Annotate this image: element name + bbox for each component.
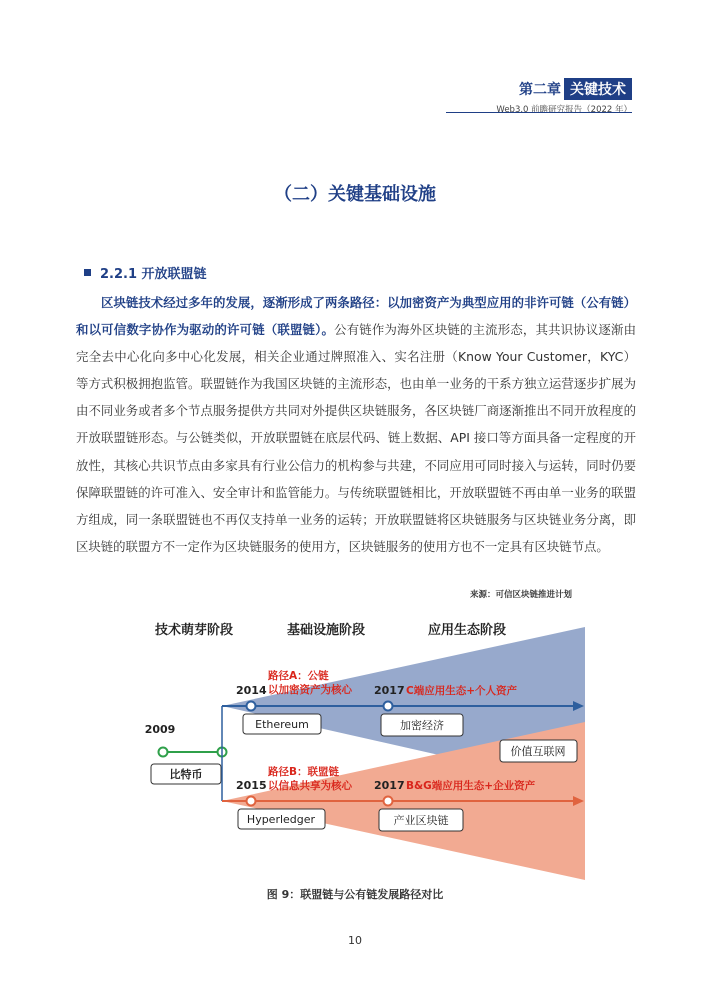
path-b-node-2 [384,797,393,806]
path-b-year-2: 2017 [374,779,405,792]
path-a-title: 路径A：公链 [268,670,329,682]
path-a-node-1 [247,702,256,711]
path-a-node-2 [384,702,393,711]
path-b-title: 路径B：联盟链 [268,766,340,778]
page-number: 10 [348,934,362,947]
report-title: Web3.0 前瞻研究报告（2022 年） [496,105,632,115]
subsection-number: 2.2.1 [100,267,138,282]
path-a-year-2: 2017 [374,684,405,697]
stage-label-3: 应用生态阶段 [427,623,507,638]
figure-source: 来源：可信区块链推进计划 [470,590,573,600]
path-b-box-1-label: Hyperledger [246,813,316,826]
chapter-label: 第二章 [519,82,561,98]
paragraph-lead: 区块链技术经过多年的发展，逐渐形成了两条路径：以加密资产为典型应用的非许可链（公有链）和以可信数字协作为驱动的许可链（联盟链）。 [76,295,636,338]
path-b-box-2-label: 产业区块链 [393,814,449,827]
convergence-label: 价值互联网 [510,745,566,758]
path-b-year-1: 2015 [236,779,267,792]
origin-year: 2009 [144,723,176,736]
chapter-badge: 关键技术 [564,78,632,100]
origin-label: 比特币 [169,768,203,781]
stage-label-1: 技术萌芽阶段 [154,623,234,638]
path-a-box-2-label: 加密经济 [400,719,444,732]
section-title: （二）关键基础设施 [274,184,436,205]
origin-node-start [159,748,168,757]
path-a-stage-2-text: C端应用生态+个人资产 [406,685,518,697]
path-a-subtitle: 以加密资产为核心 [268,684,352,696]
path-b-subtitle: 以信息共享为核心 [268,780,352,792]
path-a-year-1: 2014 [236,684,267,697]
path-b-node-1 [247,797,256,806]
figure-caption: 图 9：联盟链与公有链发展路径对比 [266,888,444,901]
path-a-box-1-label: Ethereum [255,718,309,731]
paragraph-rest: 公有链作为海外区块链的主流形态，其共识协议逐渐由完全去中心化向多中心化发展，相关企业通过牌照准入、实名注册（Know Your Customer，KYC）等方式积极拥抱监管。联盟链作为我国区块链的主流形态，也由单一业务的干系方独立运营逐步扩展为由不同业务或者多个节点服务提供方共同对外提供区块链服务，各区块链厂商逐渐推出不同开放程度的开放联盟链形态。与公链类似，开放联盟链在底层代码、链上数据、API 接口等方面具备一定程度的开放性，其核心共识节点由多家具有行业公信力的机构参与共建，不同应用可同时接入与运转，同时仍要保障联盟链的许可准入、安全审计和监管能力。与传统联盟链相比，开放联盟链不再由单一业务的联盟方组成，同一条联盟链也不再仅支持单一业务的运转；开放联盟链将区块链服务与区块链业务分离，即区块链的联盟方不一定作为区块链服务的使用方，区块链服务的使用方也不一定具有区块链节点。 [76,322,637,554]
path-b-stage-2-text: B&G端应用生态+企业资产 [406,780,536,792]
subsection-title: 开放联盟链 [141,267,207,282]
stage-label-2: 基础设施阶段 [286,623,366,638]
